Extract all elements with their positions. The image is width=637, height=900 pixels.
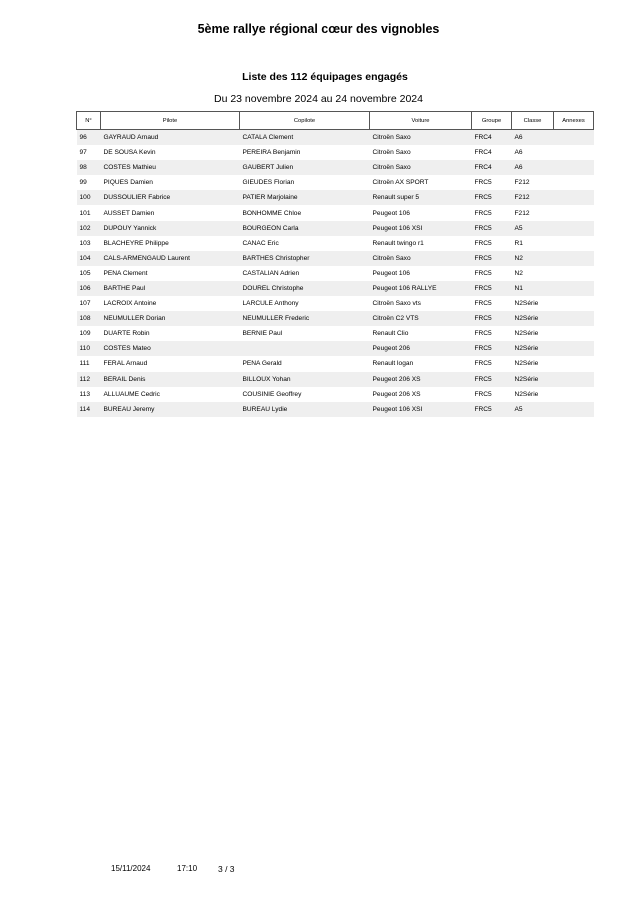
table-row (77, 221, 594, 236)
column-header-num: N° (77, 112, 101, 130)
cell-annexes (554, 402, 594, 417)
cell-annexes (554, 130, 594, 146)
cell-num: 104 (77, 251, 101, 266)
cell-num: 110 (77, 341, 101, 356)
table-row (77, 145, 594, 160)
cell-num: 105 (79, 269, 91, 277)
cell-classe: N2Série (514, 330, 539, 338)
cell-pilote: AUSSET Damien (103, 209, 155, 217)
table-row (77, 175, 594, 190)
cell-groupe: FRC5 (474, 179, 492, 187)
footer-page-number: 3 / 3 (218, 864, 235, 874)
table-row (77, 326, 594, 341)
cell-voiture: Peugeot 206 (370, 341, 472, 356)
cell-copilote: PENA Gerald (242, 360, 282, 368)
cell-num: 101 (79, 209, 91, 217)
cell-voiture: Peugeot 206 XS (370, 372, 472, 387)
cell-num: 111 (79, 360, 90, 368)
cell-annexes (554, 205, 594, 220)
cell-pilote: DUSSOULIER Fabrice (101, 190, 240, 205)
cell-copilote: CANAC Eric (242, 239, 279, 247)
table-row (77, 311, 594, 326)
cell-copilote (240, 341, 370, 356)
cell-pilote: DUPOUY Yannick (101, 221, 240, 236)
column-header-copilote: Copilote (240, 112, 370, 130)
cell-annexes (554, 236, 594, 251)
cell-classe: A6 (512, 160, 554, 175)
cell-groupe: FRC5 (474, 330, 492, 338)
cell-annexes (554, 341, 594, 356)
cell-voiture: Citroën AX SPORT (372, 179, 429, 187)
cell-annexes (554, 281, 594, 296)
table-row (77, 372, 594, 387)
cell-annexes (554, 251, 594, 266)
cell-num: 109 (79, 330, 91, 338)
cell-groupe: FRC5 (474, 390, 492, 398)
cell-voiture: Renault Clio (372, 330, 409, 338)
cell-classe: N1 (512, 281, 554, 296)
column-header-classe: Classe (512, 112, 554, 130)
cell-classe: N2Série (514, 300, 539, 308)
cell-annexes (554, 326, 594, 341)
cell-voiture: Citroën Saxo (370, 251, 472, 266)
table-row (77, 205, 594, 220)
cell-pilote: COSTES Mathieu (101, 160, 240, 175)
cell-classe: N2Série (512, 372, 554, 387)
cell-groupe: FRC5 (474, 209, 492, 217)
cell-copilote: BOURGEON Carla (240, 221, 370, 236)
column-header-annexes: Annexes (554, 112, 594, 130)
cell-copilote: PATIER Marjolaine (240, 190, 370, 205)
cell-num: 102 (77, 221, 101, 236)
cell-pilote: NEUMULLER Dorian (101, 311, 240, 326)
cell-copilote: BARTHES Christopher (240, 251, 370, 266)
cell-groupe: FRC5 (474, 300, 492, 308)
cell-classe: A6 (512, 130, 554, 146)
cell-voiture: Peugeot 106 (372, 209, 410, 217)
cell-annexes (554, 387, 594, 402)
cell-classe: F212 (514, 179, 530, 187)
cell-voiture: Peugeot 106 (372, 269, 410, 277)
table-row (77, 236, 594, 251)
cell-classe: N2Série (514, 390, 539, 398)
cell-copilote: BONHOMME Chloe (242, 209, 302, 217)
table-row (77, 356, 594, 371)
cell-num: 114 (77, 402, 101, 417)
cell-classe: N2Série (514, 360, 539, 368)
table-row (77, 130, 594, 146)
cell-annexes (554, 296, 594, 311)
cell-num: 98 (77, 160, 101, 175)
cell-pilote: FERAL Arnaud (103, 360, 148, 368)
cell-classe: F212 (514, 209, 530, 217)
cell-copilote: CASTALIAN Adrien (242, 269, 300, 277)
cell-annexes (554, 356, 594, 371)
cell-annexes (554, 175, 594, 190)
cell-classe: N2Série (512, 341, 554, 356)
footer-date: 15/11/2024 (111, 864, 151, 873)
cell-voiture: Peugeot 106 XSI (370, 221, 472, 236)
cell-pilote: COSTES Mateo (101, 341, 240, 356)
cell-voiture: Citroën Saxo (370, 160, 472, 175)
cell-annexes (554, 372, 594, 387)
cell-classe: R1 (514, 239, 523, 247)
cell-pilote: BERAIL Denis (101, 372, 240, 387)
cell-copilote: PEREIRA Benjamin (242, 149, 301, 157)
cell-classe: N2Série (512, 311, 554, 326)
cell-groupe: FRC4 (472, 130, 512, 146)
column-header-voiture: Voiture (370, 112, 472, 130)
cell-pilote: ALLUAUME Cedric (103, 390, 160, 398)
cell-pilote: DUARTE Robin (103, 330, 150, 338)
column-header-groupe: Groupe (472, 112, 512, 130)
cell-pilote: BARTHE Paul (101, 281, 240, 296)
cell-classe: N2 (512, 251, 554, 266)
document-title: 5ème rallye régional cœur des vignobles (197, 22, 440, 36)
cell-num: 97 (79, 149, 87, 157)
table-row (77, 296, 594, 311)
cell-num: 106 (77, 281, 101, 296)
cell-pilote: LACROIX Antoine (103, 300, 157, 308)
cell-groupe: FRC5 (472, 372, 512, 387)
cell-copilote: BERNIE Paul (242, 330, 283, 338)
cell-groupe: FRC5 (474, 360, 492, 368)
cell-voiture: Renault super 5 (370, 190, 472, 205)
column-header-pilote: Pilote (101, 112, 240, 130)
cell-num: 108 (77, 311, 101, 326)
table-row (77, 266, 594, 281)
cell-annexes (554, 160, 594, 175)
entries-table (76, 111, 594, 417)
cell-voiture: Citroën Saxo vts (372, 300, 421, 308)
cell-annexes (554, 266, 594, 281)
cell-pilote: DE SOUSA Kevin (103, 149, 156, 157)
cell-copilote: BUREAU Lydie (240, 402, 370, 417)
cell-groupe: FRC5 (472, 341, 512, 356)
cell-copilote: COUSINIE Geoffrey (242, 390, 302, 398)
table-row (77, 402, 594, 417)
cell-copilote: CATALA Clement (240, 130, 370, 146)
cell-num: 112 (77, 372, 101, 387)
cell-annexes (554, 145, 594, 160)
table-row (77, 341, 594, 356)
cell-num: 113 (79, 390, 91, 398)
cell-groupe: FRC5 (472, 402, 512, 417)
cell-pilote: GAYRAUD Arnaud (101, 130, 240, 146)
cell-annexes (554, 311, 594, 326)
cell-pilote: PENA Clement (103, 269, 148, 277)
cell-num: 96 (77, 130, 101, 146)
footer-time: 17:10 (177, 864, 198, 873)
cell-voiture: Citroën C2 VTS (370, 311, 472, 326)
cell-voiture: Peugeot 206 XS (372, 390, 421, 398)
cell-classe: A5 (512, 402, 554, 417)
cell-groupe: FRC4 (472, 160, 512, 175)
cell-voiture: Renault twingo r1 (372, 239, 424, 247)
cell-voiture: Peugeot 106 RALLYE (370, 281, 472, 296)
cell-annexes (554, 221, 594, 236)
table-header-row (77, 112, 594, 130)
cell-copilote: DOUREL Christophe (240, 281, 370, 296)
cell-groupe: FRC5 (474, 239, 492, 247)
cell-groupe: FRC5 (472, 281, 512, 296)
table-row (77, 190, 594, 205)
cell-groupe: FRC5 (474, 269, 492, 277)
cell-classe: F212 (512, 190, 554, 205)
table-row (77, 387, 594, 402)
cell-classe: A6 (514, 149, 523, 157)
cell-groupe: FRC4 (474, 149, 492, 157)
cell-pilote: PIQUES Damien (103, 179, 153, 187)
cell-voiture: Renault logan (372, 360, 414, 368)
cell-num: 99 (79, 179, 87, 187)
cell-copilote: BILLOUX Yohan (240, 372, 370, 387)
cell-num: 103 (79, 239, 91, 247)
table-row (77, 251, 594, 266)
cell-groupe: FRC5 (472, 311, 512, 326)
event-dates: Du 23 novembre 2024 au 24 novembre 2024 (214, 93, 423, 105)
cell-pilote: BLACHEYRE Philippe (103, 239, 169, 247)
cell-copilote: GAUBERT Julien (240, 160, 370, 175)
cell-copilote: GIEUDES Florian (242, 179, 295, 187)
cell-groupe: FRC5 (472, 190, 512, 205)
cell-classe: A5 (512, 221, 554, 236)
cell-voiture: Citroën Saxo (372, 149, 411, 157)
cell-pilote: CALS-ARMENGAUD Laurent (101, 251, 240, 266)
cell-copilote: LARCULE Anthony (242, 300, 299, 308)
cell-num: 100 (77, 190, 101, 205)
document-subtitle: Liste des 112 équipages engagés (242, 71, 408, 83)
table-row (77, 281, 594, 296)
cell-voiture: Peugeot 106 XSI (370, 402, 472, 417)
cell-voiture: Citroën Saxo (370, 130, 472, 146)
table-row (77, 160, 594, 175)
cell-num: 107 (79, 300, 91, 308)
cell-groupe: FRC5 (472, 251, 512, 266)
cell-copilote: NEUMULLER Frederic (240, 311, 370, 326)
cell-groupe: FRC5 (472, 221, 512, 236)
cell-classe: N2 (514, 269, 523, 277)
cell-annexes (554, 190, 594, 205)
cell-pilote: BUREAU Jeremy (101, 402, 240, 417)
